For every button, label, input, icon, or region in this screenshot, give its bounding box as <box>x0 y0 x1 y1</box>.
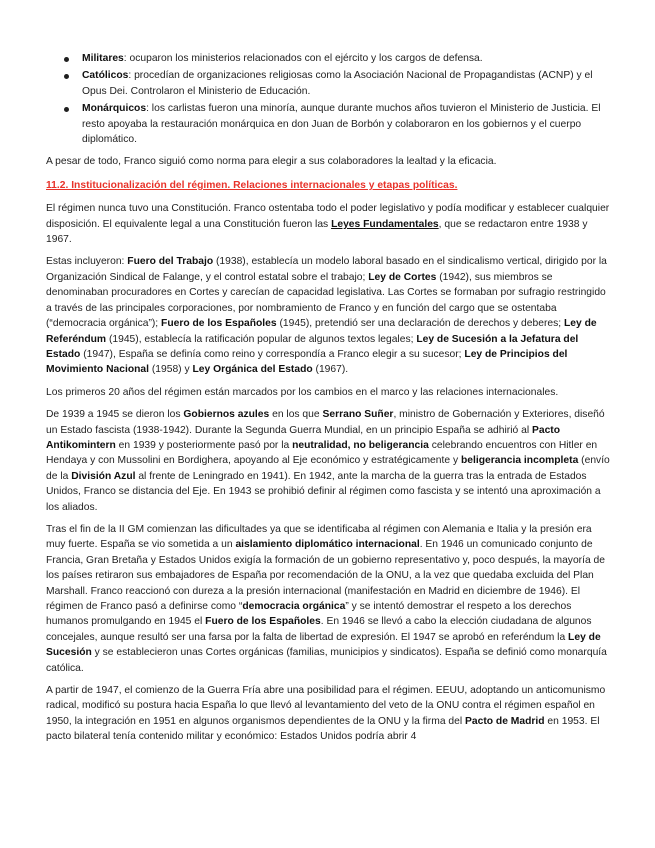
list-item: Militares: ocuparon los ministerios relacionados con el ejército y los cargos de defensa. <box>82 51 610 66</box>
groups-list <box>46 51 610 147</box>
bullet-icon <box>64 57 69 62</box>
paragraph-constitution: El régimen nunca tuvo una Constitución. Franco ostentaba todo el poder legislativo y podía modificar y establecer cualquier disposición. El equivalente legal a una Constitución fueron las Leyes Fundamentales, que se redactaron entre 1938 y 1967. <box>46 203 610 246</box>
paragraph-intro: A pesar de todo, Franco siguió como norma para elegir a sus colaboradores la lealtad y la eficacia. <box>46 156 497 168</box>
bullet-icon <box>64 74 69 79</box>
paragraph-laws: Estas incluyeron: Fuero del Trabajo (1938), establecía un modelo laboral basado en el sindicalismo vertical, dirigido por la Organización Sindical de Falange, y el control estatal sobre el trabajo; Ley de Cortes (1942), sus miembros se denominaban procuradores en Cortes y carecían de capacidad legislativa. Las Cortes se formaban por sufragio restringido a través de las principales corporaciones, por nombramiento de Franco y en función del cargo que se ostentaba (“democracia orgánica”); Fuero de los Españoles (1945), pretendió ser una declaración de derechos y deberes; Ley de Referéndum (1945), establecía la ratificación popular de algunos textos legales; Ley de Sucesión a la Jefatura del Estado (1947), España se definía como reino y correspondía a Franco elegir a su sucesor; Ley de Principios del Movimiento Nacional (1958) y Ley Orgánica del Estado (1967). <box>46 256 607 376</box>
paragraph-isolation: Tras el fin de la II GM comienzan las dificultades ya que se identificaba al régimen con Alemania e Italia y la presión era muy fuerte. España se vio sometida a un aislamiento diplomático internacional. En 1946 un comunicado conjunto de Francia, Gran Bretaña y Estados Unidos exigía la formación de un gobierno representativo y, poco después, la mayoría de los países retiraron sus embajadores de España por recomendación de la ONU, a la vez que quedaba excluida del Plan Marshall. Franco reaccionó con dureza a la presión internacional (manifestación en Madrid en diciembre de 1946). El régimen de Franco pasó a definirse como “democracia orgánica” y se intentó demostrar el respeto a los derechos humanos promulgando en 1945 el Fuero de los Españoles. En 1946 se llevó a cabo la elección ciudadana de algunos concejales, aunque resultó ser una farsa por la falta de libertad de expresión. El 1947 se aprobó en referéndum la Ley de Sucesión y se establecieron unas Cortes orgánicas (familias, municipios y sindicatos). España se definió como monarquía católica. <box>46 523 607 674</box>
list-item: Católicos: procedían de organizaciones religiosas como la Asociación Nacional de Propagandistas (ACNP) y el Opus Dei. Controlaron el Ministerio de Educación. <box>82 68 610 99</box>
paragraph-cold-war: A partir de 1947, el comienzo de la Guerra Fría abre una posibilidad para el régimen. EEUU, adoptando un anticomunismo radical, modificó su postura hacia España lo que llevó al levantamiento del veto de la ONU contra el régimen español en 1950, la integración en 1951 en algunos organismos dependientes de la ONU y la firma del Pacto de Madrid en 1953. El pacto bilateral tenía contenido militar y económico: Estados Unidos podría abrir 4 <box>46 685 606 743</box>
list-item: Monárquicos: los carlistas fueron una minoría, aunque durante muchos años tuvieron el Ministerio de Justicia. El resto apoyaba la restauración monárquica en don Juan de Borbón y colaboraron en los gobiernos y el cuerpo diplomático. <box>82 101 610 147</box>
paragraph-first-years: Los primeros 20 años del régimen están marcados por los cambios en el marco y las relaciones internacionales. <box>46 386 559 398</box>
paragraph-blue-governments: De 1939 a 1945 se dieron los Gobiernos azules en los que Serrano Suñer, ministro de Gobernación y Exteriores, diseñó un Estado fascista (1938-1942). Durante la Segunda Guerra Mundial, en un principio España se adhirió al Pacto Antikomintern en 1939 y posteriormente pasó por la neutralidad, no beligerancia celebrando encuentros con Hitler en Hendaya y con Mussolini en Bordighera, apoyando al Eje económico y estratégicamente y beligerancia incompleta (envío de la División Azul al frente de Leningrado en 1941). En 1942, ante la marcha de la guerra tras la entrada de Estados Unidos, Franco se distancia del Eje. En 1943 se prohibió definir al régimen como fascista y se intentó una aproximación a los aliados. <box>46 409 610 513</box>
section-title: 11.2. Institucionalización del régimen. Relaciones internacionales y etapas políticas. <box>46 179 458 191</box>
bullet-icon <box>64 107 69 112</box>
